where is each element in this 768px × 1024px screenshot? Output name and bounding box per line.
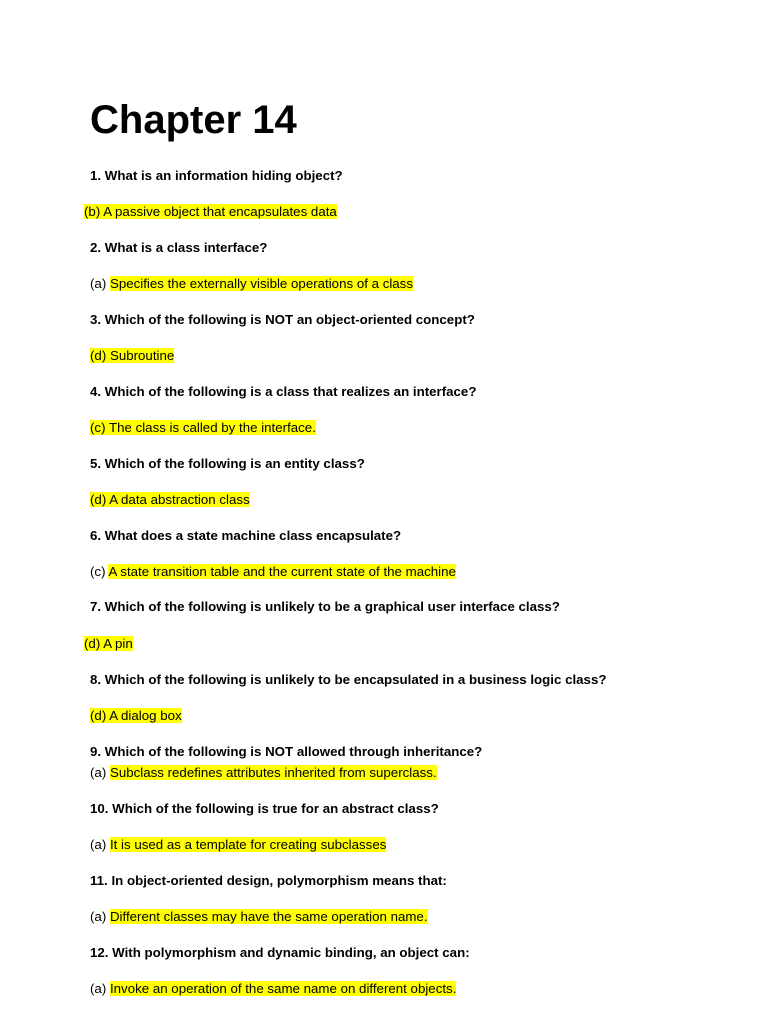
highlighted-answer: (d) A data abstraction class	[90, 492, 250, 507]
question-3: 3. Which of the following is NOT an object-oriented concept?	[90, 312, 475, 327]
question-10: 10. Which of the following is true for an abstract class?	[90, 801, 439, 816]
highlighted-answer: Specifies the externally visible operations of a class	[109, 276, 413, 291]
answer-6	[90, 563, 456, 581]
answer-9	[90, 764, 437, 782]
highlighted-answer: Different classes may have the same operation name.	[109, 909, 428, 924]
highlighted-answer: Subclass redefines attributes inherited from superclass.	[109, 765, 437, 780]
answer-4	[90, 419, 316, 437]
question-12: 12. With polymorphism and dynamic binding, an object can:	[90, 945, 470, 960]
answer-7	[84, 635, 133, 653]
highlighted-answer: (d) A dialog box	[90, 708, 182, 723]
answer-prefix: (a)	[90, 981, 110, 996]
highlighted-answer: A state transition table and the current state of the machine	[108, 564, 456, 579]
answer-1	[84, 203, 337, 221]
question-4: 4. Which of the following is a class that realizes an interface?	[90, 384, 477, 399]
highlighted-answer: (d) Subroutine	[90, 348, 175, 363]
highlighted-answer: (d) A pin	[84, 636, 133, 651]
highlighted-answer: It is used as a template for creating subclasses	[109, 837, 387, 852]
highlighted-answer: Invoke an operation of the same name on different objects.	[109, 981, 457, 996]
answer-prefix: (a)	[90, 765, 110, 780]
question-1: 1. What is an information hiding object?	[90, 168, 343, 183]
answer-5	[90, 491, 250, 509]
answer-prefix: (c)	[90, 564, 109, 579]
answer-prefix: (a)	[90, 837, 110, 852]
question-2: 2. What is a class interface?	[90, 240, 268, 255]
question-8: 8. Which of the following is unlikely to be encapsulated in a business logic class?	[90, 672, 607, 687]
answer-prefix: (a)	[90, 276, 110, 291]
question-11: 11. In object-oriented design, polymorphism means that:	[90, 873, 447, 888]
answer-11	[90, 908, 428, 926]
highlighted-answer: (c) The class is called by the interface.	[90, 420, 316, 435]
answer-2	[90, 275, 413, 293]
answer-8	[90, 707, 182, 725]
question-5: 5. Which of the following is an entity class?	[90, 456, 365, 471]
answer-3	[90, 347, 174, 365]
question-7: 7. Which of the following is unlikely to be a graphical user interface class?	[90, 599, 560, 614]
answer-10	[90, 836, 386, 854]
answer-12	[90, 980, 456, 998]
question-6: 6. What does a state machine class encapsulate?	[90, 528, 402, 543]
highlighted-answer: (b) A passive object that encapsulates data	[84, 204, 337, 219]
chapter-title: Chapter 14	[90, 98, 297, 142]
question-9: 9. Which of the following is NOT allowed through inheritance?	[90, 744, 483, 759]
answer-prefix: (a)	[90, 909, 110, 924]
